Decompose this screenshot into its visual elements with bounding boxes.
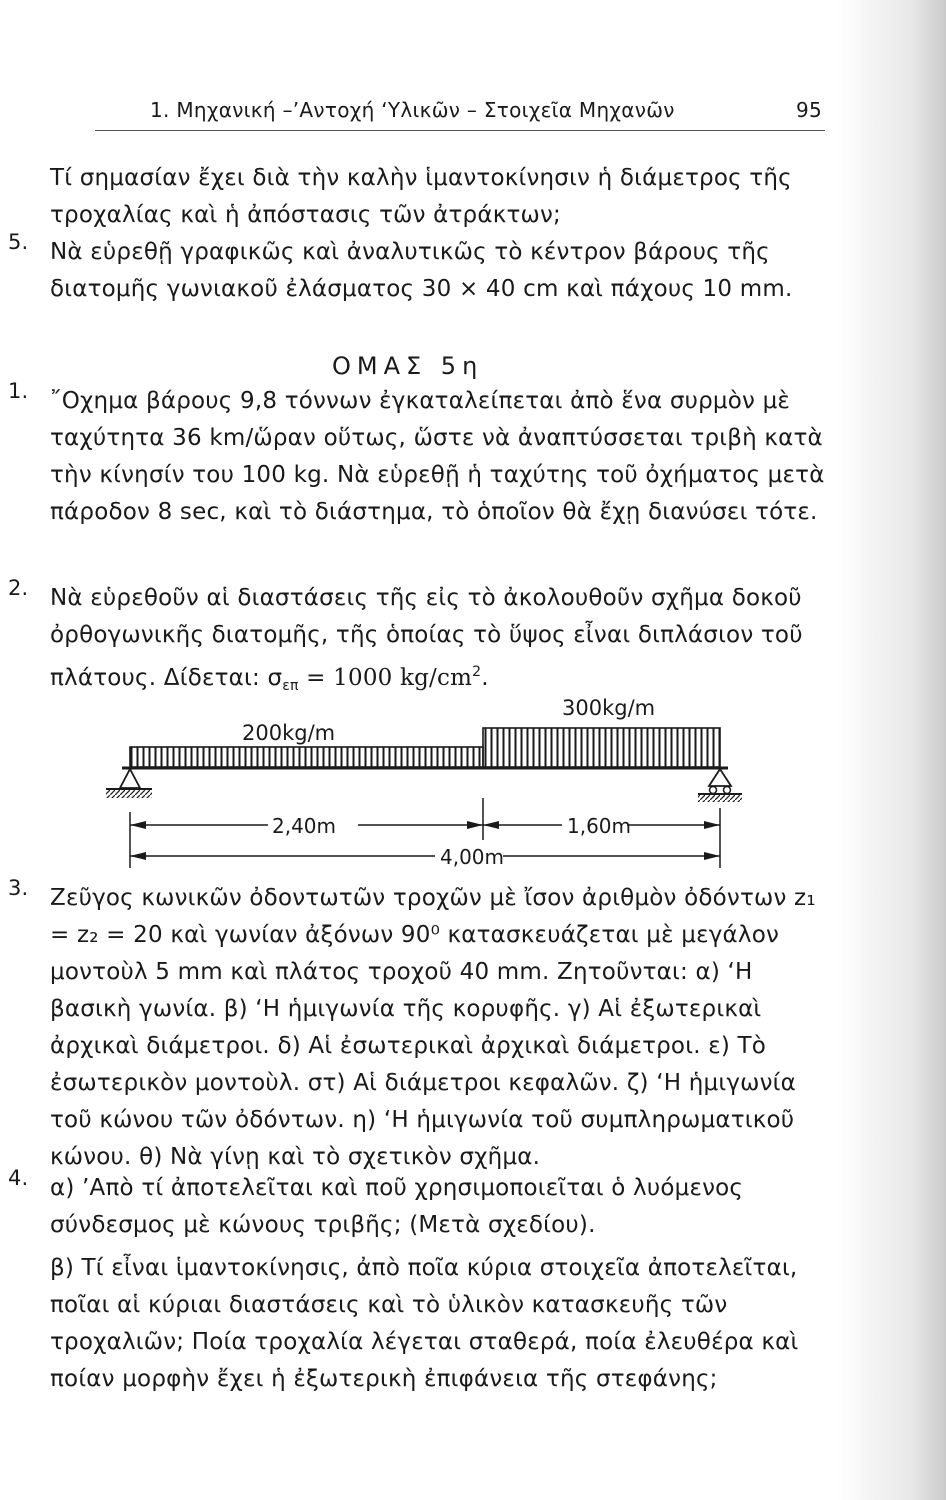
roller-support-right (698, 769, 742, 802)
continued-question-text: Τί σημασίαν ἔχει διὰ τὴν καλὴν ἱμαντοκίνησιν ἡ διάμετρος τῆς τροχαλίας καὶ ἡ ἀπόστασις τῶν ἀτράκτων; (50, 165, 792, 228)
question-2 (8, 576, 830, 705)
section-heading: ΟΜΑΣ 5η (332, 352, 484, 380)
page-number: 95 (795, 98, 822, 122)
load-block-right (483, 728, 720, 767)
dimension-label-right: 1,60m (567, 814, 632, 838)
question-1 (8, 379, 830, 531)
question-3 (8, 876, 830, 1176)
stress-subscript: επ (282, 678, 299, 694)
beam-diagram (100, 690, 760, 875)
load-label-left: 200kg/m (242, 721, 336, 745)
stress-symbol: σ (267, 665, 283, 691)
beam-figure (100, 690, 760, 879)
question-number: 1. (8, 379, 29, 403)
intro-block (8, 160, 830, 308)
allowable-stress-value: = 1000 kg/cm (298, 665, 473, 691)
question-text: ῎Οχημα βάρους 9,8 τόννων ἐγκαταλείπεται ἀπὸ ἕνα συρμὸν μὲ ταχύτητα 36 km/ὥραν οὕτως, ὥστε νὰ ἀναπτύσσεται τριβὴ κατὰ τὴν κίνησίν του 100 kg. Νὰ εὑρεθῇ ἡ ταχύτης τοῦ ὀχήματος μετὰ πάροδον 8 sec, καὶ τὸ διάστημα, τὸ ὁποῖον θὰ ἔχῃ διανύσει τότε. (50, 388, 825, 525)
pin-support-left (106, 769, 152, 798)
question-text-a: α) ’Απὸ τί ἀποτελεῖται καὶ ποῦ χρησιμοποιεῖται ὁ λυόμενος σύνδεσμος μὲ κώνους τριβῆς; (Μετὰ σχεδίου). (50, 1175, 744, 1238)
dimension-arrowheads (130, 821, 720, 860)
running-header (150, 98, 822, 128)
question-number: 3. (8, 876, 29, 900)
question-5 (8, 230, 830, 308)
load-block-left (130, 747, 483, 767)
question-number: 5. (8, 230, 29, 254)
dimension-label-left: 2,40m (272, 814, 337, 838)
question-number: 2. (8, 576, 29, 600)
dimension-lines (130, 798, 720, 868)
dimension-label-total: 4,00m (440, 845, 505, 869)
unit-exponent: 2 (472, 664, 482, 680)
load-label-right: 300kg/m (562, 696, 656, 720)
question-text: Νὰ εὑρεθοῦν αἱ διαστάσεις τῆς εἰς τὸ ἀκολουθοῦν σχῆμα δοκοῦ ὀρθογωνικῆς διατομῆς, τῆς ὁποίας τὸ ὕψος εἶναι διπλάσιον τοῦ πλάτους. Δίδεται: $\sigma_{\varepsilon\pi} = 1000$ $kg/cm^2$. (50, 585, 803, 694)
question-text: Νὰ εὑρεθῇ γραφικῶς καὶ ἀναλυτικῶς τὸ κέντρον βάρους τῆς διατομῆς γωνιακοῦ ἐλάσματος 30 × 40 cm καὶ πάχους 10 mm. (50, 239, 793, 302)
question-text-b: β) Τί εἶναι ἱμαντοκίνησις, ἀπὸ ποῖα κύρια στοιχεῖα ἀποτελεῖται, ποῖαι αἱ κύριαι διαστάσεις καὶ τὸ ὑλικὸν κατασκευῆς τῶν τροχαλιῶν; Ποία τροχαλία λέγεται σταθερά, ποία ἐλευθέρα καὶ ποίαν μορφὴν ἔχει ἡ ἐξωτερικὴ ἐπιφάνεια τῆς στεφάνης; (50, 1255, 799, 1392)
question-number: 4. (8, 1166, 29, 1190)
question-text: Ζεῦγος κωνικῶν ὀδοντωτῶν τροχῶν μὲ ἴσον ἀριθμὸν ὀδόντων z₁ = z₂ = 20 καὶ γωνίαν ἀξόνων 90⁰ κατασκευάζεται μὲ μεγάλον μοντοὺλ 5 mm καὶ πλάτος τροχοῦ 40 mm. Ζητοῦνται: α) ‘Η βασικὴ γωνία. β) ‘Η ἡμιγωνία τῆς κορυφῆς. γ) Αἱ ἐξωτερικαὶ ἀρχικαὶ διάμετροι. δ) Αἱ ἐσωτερικαὶ ἀρχικαὶ διάμετροι. ε) Τὸ ἐσωτερικὸν μοντοὺλ. στ) Αἱ διάμετροι κεφαλῶν. ζ) ‘Η ἡμιγωνία τοῦ κώνου τῶν ὀδόντων. η) ‘Η ἡμιγωνία τοῦ συμπληρωματικοῦ κώνου. θ) Νὰ γίνῃ καὶ τὸ σχετικὸν σχῆμα. (50, 885, 816, 1170)
question-4 (8, 1166, 830, 1398)
given-label: Δίδεται: (163, 665, 260, 691)
header-rule (95, 130, 825, 131)
page-edge-shadow (836, 0, 946, 1500)
header-title: 1. Μηχανική –’Αντοχή ‘Υλικῶν – Στοιχεῖα Μηχανῶν (150, 98, 675, 122)
